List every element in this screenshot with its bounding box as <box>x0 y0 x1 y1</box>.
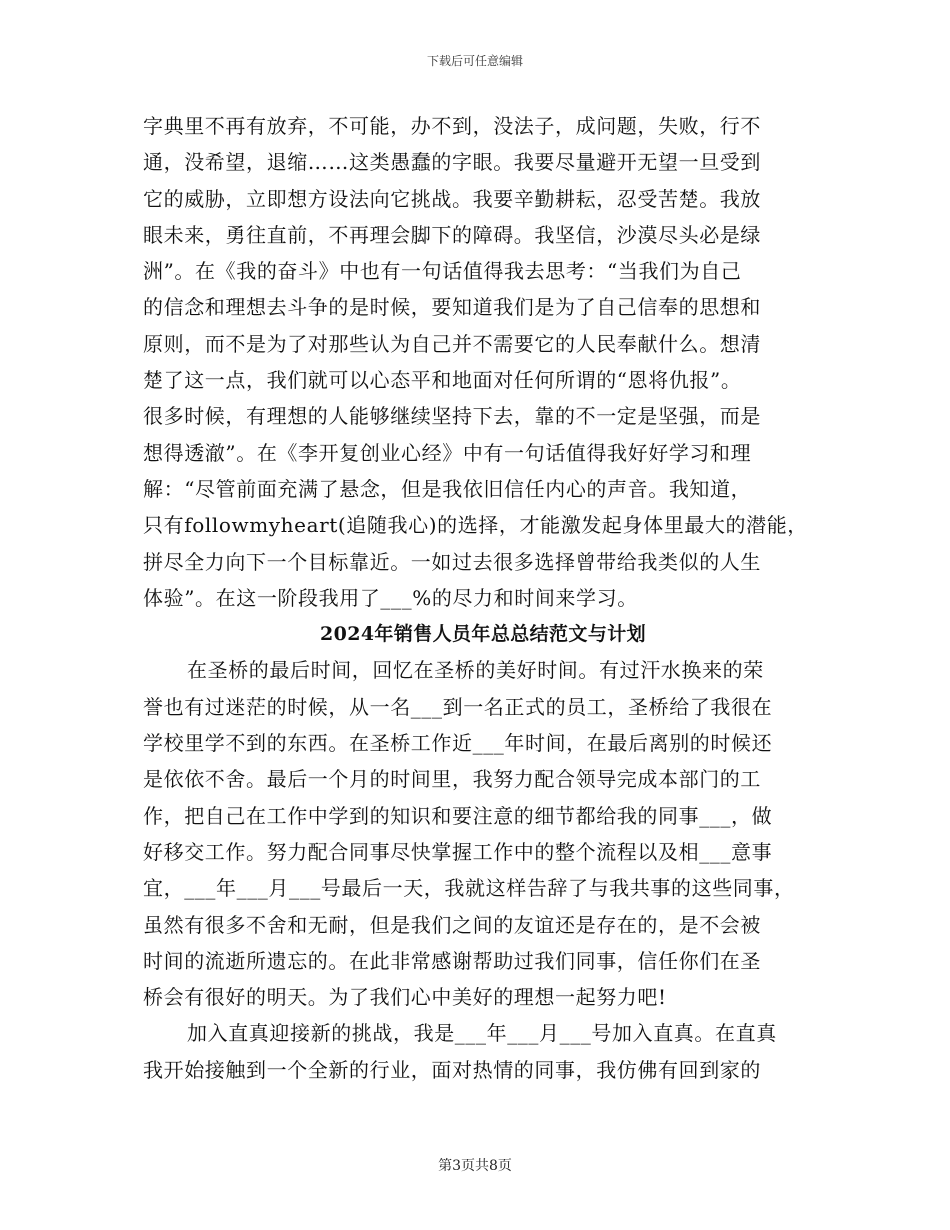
paragraph-line: 宜，___年___月___号最后一天，我就这样告辞了与我共事的这些同事， <box>143 876 795 901</box>
paragraph-line: 加入直真迎接新的挑战，我是___年___月___号加入直真。在直真 <box>187 1021 777 1046</box>
paragraph-line: 是依依不舍。最后一个月的时间里，我努力配合领导完成本部门的工 <box>143 767 761 792</box>
paragraph-line: 的信念和理想去斗争的是时候，要知道我们是为了自己信奉的思想和 <box>143 295 761 320</box>
paragraph-line: 我开始接触到一个全新的行业，面对热情的同事，我仿佛有回到家的 <box>143 1057 761 1082</box>
paragraph-line: 在圣桥的最后时间，回忆在圣桥的美好时间。有过汗水换来的荣 <box>187 658 764 683</box>
page-footer: 第3页共8页 <box>438 1158 512 1174</box>
paragraph-line: 拼尽全力向下一个目标靠近。一如过去很多选择曾带给我类似的人生 <box>143 549 761 574</box>
page-header: 下载后可任意编辑 <box>426 54 523 68</box>
paragraph-line: 作，把自己在工作中学到的知识和要注意的细节都给我的同事___，做 <box>143 803 773 828</box>
paragraph-line: 誉也有过迷茫的时候，从一名___到一名正式的员工，圣桥给了我很在 <box>143 694 773 719</box>
paragraph-line: 原则，而不是为了对那些认为自己并不需要它的人民奉献什么。想清 <box>143 331 761 356</box>
section-title: 2024年销售人员年总总结范文与计划 <box>319 623 647 646</box>
paragraph-line: 洲”。在《我的奋斗》中也有一句话值得我去思考：“当我们为自己 <box>143 259 742 284</box>
document-body <box>143 108 823 1088</box>
paragraph-line: 好移交工作。努力配合同事尽快掌握工作中的整个流程以及相___意事 <box>143 839 773 864</box>
paragraph-line: 眼未来，勇往直前，不再理会脚下的障碍。我坚信，沙漠尽头必是绿 <box>143 222 761 247</box>
paragraph-line: 桥会有很好的明天。为了我们心中美好的理想一起努力吧! <box>143 985 667 1010</box>
paragraph-line: 体验”。在这一阶段我用了___%的尽力和时间来学习。 <box>143 585 638 610</box>
paragraph-line: 虽然有很多不舍和无耐，但是我们之间的友谊还是存在的，是不会被 <box>143 912 761 937</box>
paragraph-line: 只有followmyheart(追随我心)的选择，才能激发起身体里最大的潜能， <box>143 513 808 538</box>
paragraph-line: 楚了这一点，我们就可以心态平和地面对任何所谓的“恩将仇报”。 <box>143 368 742 393</box>
paragraph-line: 通，没希望，退缩……这类愚蠢的字眼。我要尽量避开无望一旦受到 <box>143 150 761 175</box>
paragraph-line: 很多时候，有理想的人能够继续坚持下去，靠的不一定是坚强，而是 <box>143 404 761 429</box>
paragraph-line: 时间的流逝所遗忘的。在此非常感谢帮助过我们同事，信任你们在圣 <box>143 948 761 973</box>
paragraph-line: 字典里不再有放弃，不可能，办不到，没法子，成问题，失败，行不 <box>143 114 761 138</box>
paragraph-line: 它的威胁，立即想方设法向它挑战。我要辛勤耕耘，忍受苦楚。我放 <box>143 186 761 211</box>
paragraph-line: 想得透澈”。在《李开复创业心经》中有一句话值得我好好学习和理 <box>143 440 752 465</box>
paragraph-line: 解：“尽管前面充满了悬念，但是我依旧信任内心的声音。我知道， <box>143 476 752 501</box>
paragraph-line: 学校里学不到的东西。在圣桥工作近___年时间，在最后离别的时候还 <box>143 731 773 756</box>
